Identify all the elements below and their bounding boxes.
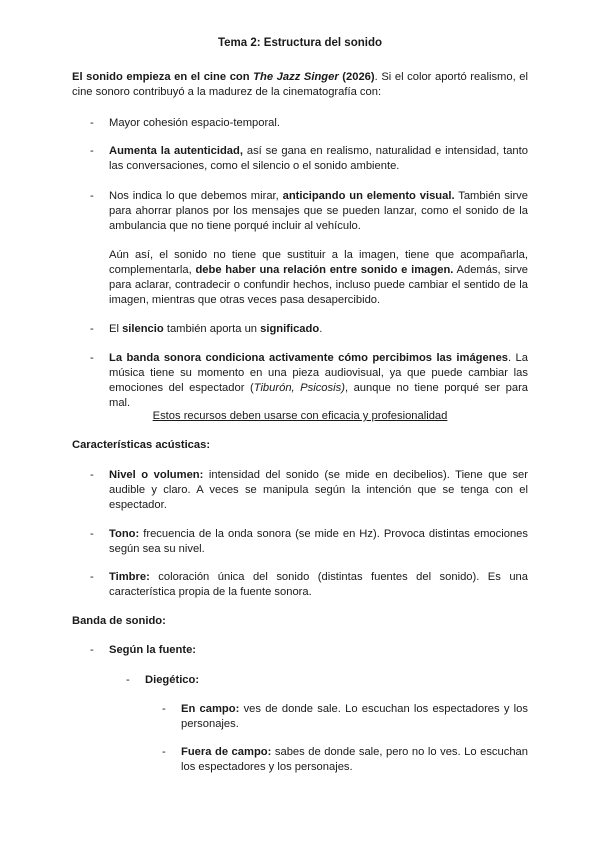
bullet-dash: -: [90, 323, 94, 335]
bullet-mirar-paragraph-2: [109, 248, 528, 308]
bullet-mirar: [90, 189, 528, 234]
bullet-tono: [90, 527, 528, 557]
bullet-tono-text: frecuencia de la onda sonora (se mide en Hz). Provoca distintas emociones según sea su nivel.: [109, 528, 528, 555]
bullet-fuera-campo: [162, 745, 528, 775]
bullet-mirar-p2-text-1: Aún así, el sonido no tiene que sustituir a la imagen, tiene que acompañarla, complementarla,: [109, 249, 528, 276]
bullet-dash: -: [126, 674, 130, 686]
bullet-diegetico-text: Diegético:: [145, 674, 200, 686]
bullet-dash: -: [90, 469, 94, 481]
bullet-nivel: [90, 468, 528, 513]
bullet-dash: -: [90, 528, 94, 540]
bullet-silencio-text-2: también aporta un: [163, 323, 261, 335]
bullet-autenticidad-text: así se gana en realismo, naturalidad e intensidad, tanto las conversaciones, como el silencio o el sonido ambiente.: [109, 145, 528, 172]
bullet-en-campo: [162, 702, 528, 732]
resources-note: Estos recursos deben usarse con eficacia y profesionalidad: [152, 410, 448, 422]
bullet-fuera-campo-bold: Fuera de campo:: [181, 746, 272, 758]
bullet-mirar-p2-bold: debe haber una relación entre sonido e imagen.: [195, 264, 454, 276]
bullet-silencio: [90, 322, 528, 337]
bullet-nivel-bold: Nivel o volumen:: [109, 469, 204, 481]
bullet-silencio-text-1: El: [109, 323, 123, 335]
page-title: Tema 2: Estructura del sonido: [217, 37, 382, 49]
bullet-banda-text-1: . La música tiene su momento en una pieza audiovisual, ya que puede cambiar las emociones del espectador (: [109, 352, 528, 394]
bullet-dash: -: [90, 190, 94, 202]
bullet-timbre-text: coloración única del sonido (distintas fuentes del sonido). Es una característica propia de la fuente sonora.: [109, 571, 528, 598]
bullet-mirar-bold: anticipando un elemento visual.: [282, 190, 455, 202]
bullet-silencio-text-3: .: [319, 323, 323, 335]
bullet-dash: -: [90, 571, 94, 583]
bullet-fuera-campo-text: sabes de donde sale, pero no lo ves. Lo escuchan los espectadores y los personajes.: [181, 746, 528, 773]
bullet-silencio-bold-2: significado: [260, 323, 320, 335]
acoustic-heading: Características acústicas:: [72, 439, 211, 451]
bullet-dash: -: [90, 117, 94, 129]
banda-heading: Banda de sonido:: [72, 615, 166, 627]
bullet-dash: -: [162, 746, 166, 758]
bullet-autenticidad-bold: Aumenta la autenticidad,: [109, 145, 243, 157]
bullet-banda-films: Tiburón, Psicosis): [253, 382, 345, 394]
bullet-en-campo-bold: En campo:: [181, 703, 240, 715]
bullet-cohesion-text: Mayor cohesión espacio-temporal.: [109, 117, 281, 129]
intro-rest: . Si el color aportó realismo, el cine sonoro contribuyó a la madurez de la cinematografía con:: [72, 71, 528, 98]
bullet-banda-sonora: [90, 351, 528, 411]
bullet-mirar-text-2: También sirve para ahorrar planos por los mensajes que se pueden lanzar, como el sonido de la ambulancia que no tiene porqué incluir al vehículo.: [109, 190, 528, 232]
bullet-silencio-bold-1: silencio: [122, 323, 164, 335]
bullet-cohesion: [90, 116, 528, 131]
bullet-diegetico: [126, 673, 528, 688]
bullet-segun-fuente: [90, 643, 528, 658]
bullet-dash: -: [90, 644, 94, 656]
bullet-banda-bold: La banda sonora condiciona activamente cómo percibimos las imágenes: [109, 352, 509, 364]
bullet-autenticidad: [90, 144, 528, 174]
intro-bold-2: (2026): [338, 71, 375, 83]
bullet-banda-text-2: , aunque no tiene porqué ser para mal.: [109, 382, 529, 409]
bullet-nivel-text: intensidad del sonido (se mide en decibelios). Tiene que ser audible y claro. A veces se manipula según la intención que se tenga con el espectador.: [109, 469, 528, 511]
bullet-en-campo-text: ves de donde sale. Lo escuchan los espectadores y los personajes.: [181, 703, 528, 730]
bullet-dash: -: [90, 352, 94, 364]
bullet-timbre-bold: Timbre:: [109, 571, 150, 583]
intro-bold-1: El sonido empieza en el cine con: [72, 71, 254, 83]
bullet-tono-bold: Tono:: [109, 528, 140, 540]
bullet-mirar-text-1: Nos indica lo que debemos mirar,: [109, 190, 283, 202]
intro-film-title: The Jazz Singer: [253, 71, 339, 83]
bullet-mirar-p2-text-2: Además, sirve para aclarar, contradecir o confundir hechos, incluso puede cambiar el sentido de la imagen, mientras que otras veces pasa desapercibido.: [109, 264, 529, 306]
bullet-timbre: [90, 570, 528, 600]
bullet-dash: -: [162, 703, 166, 715]
bullet-dash: -: [90, 145, 94, 157]
bullet-segun-fuente-text: Según la fuente:: [109, 644, 197, 656]
intro-paragraph: [72, 70, 528, 100]
